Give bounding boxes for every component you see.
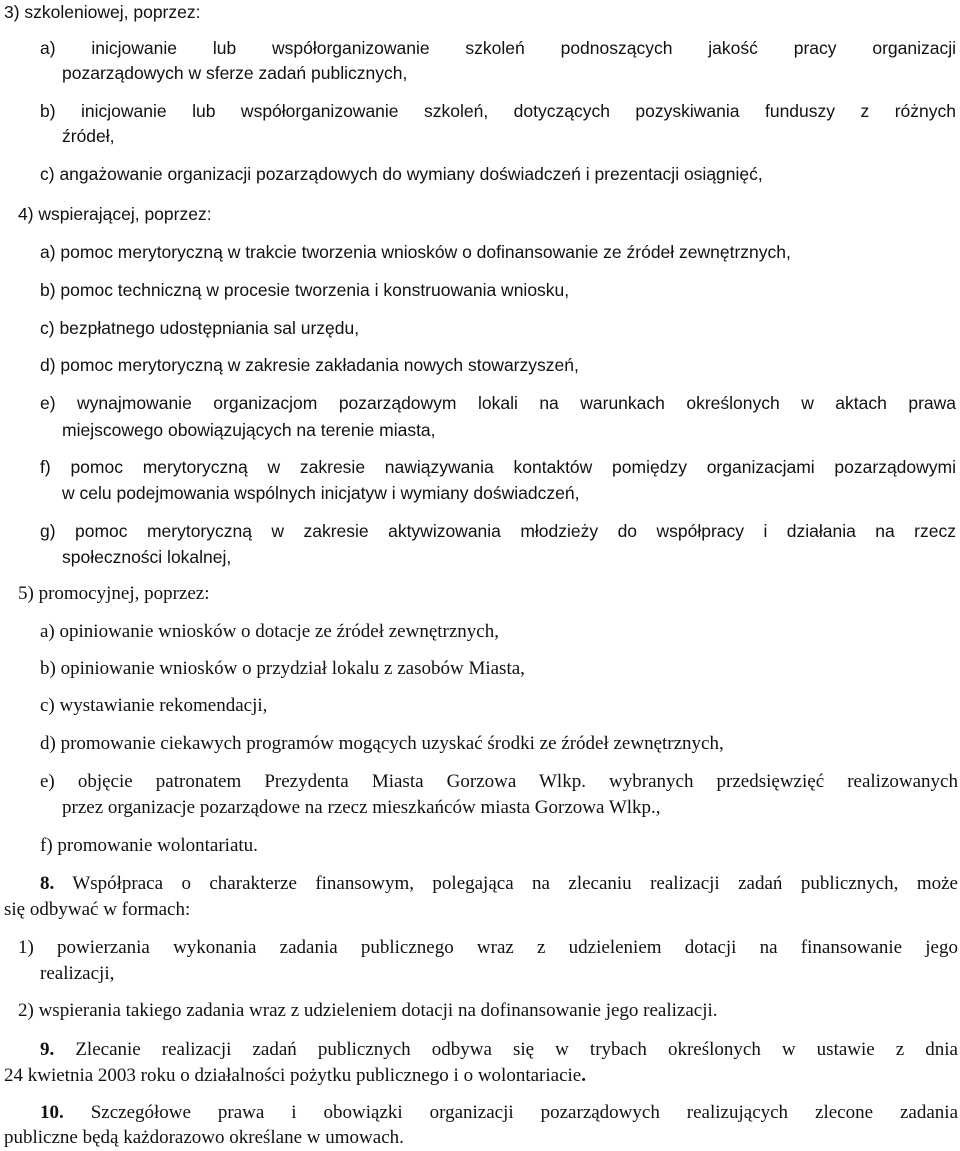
paragraph-9-number: 9. bbox=[40, 1039, 55, 1060]
paragraph-8-text: Współpraca o charakterze finansowym, polegająca na zlecaniu realizacji zadań publicznych, może bbox=[54, 873, 958, 894]
paragraph-9-final-period: . bbox=[581, 1065, 586, 1086]
paragraph-10-number: 10. bbox=[40, 1102, 64, 1123]
section-5-heading: 5) promocyjnej, poprzez: bbox=[18, 583, 210, 604]
section-3-item-b-line-2: źródeł, bbox=[62, 126, 115, 146]
section-5-item-b: b) opiniowanie wniosków o przydział lokalu z zasobów Miasta, bbox=[40, 658, 525, 679]
paragraph-10-line-1 bbox=[40, 1101, 958, 1125]
paragraph-10-text: Szczegółowe prawa i obowiązki organizacji pozarządowych realizujących zlecone zadania bbox=[63, 1102, 958, 1123]
section-4-item-e-line-1: e) wynajmowanie organizacjom pozarządowym lokali na warunkach określonych w aktach prawa bbox=[40, 393, 956, 413]
section-4-item-c: c) bezpłatnego udostępniania sal urzędu, bbox=[40, 318, 360, 338]
section-4-item-a: a) pomoc merytoryczną w trakcie tworzenia wniosków o dofinansowanie ze źródeł zewnętrznych, bbox=[40, 242, 791, 262]
section-3-item-c: c) angażowanie organizacji pozarządowych do wymiany doświadczeń i prezentacji osiągnięć, bbox=[40, 164, 763, 184]
section-5-item-c: c) wystawianie rekomendacji, bbox=[40, 695, 268, 716]
section-3-item-b-line-1: b) inicjowanie lub współorganizowanie szkoleń, dotyczących pozyskiwania funduszy z różnych bbox=[40, 101, 956, 121]
section-5-item-e-line-1: e) objęcie patronatem Prezydenta Miasta Gorzowa Wlkp. wybranych przedsięwzięć realizowanych bbox=[40, 771, 958, 792]
section-3-heading: 3) szkoleniowej, poprzez: bbox=[4, 2, 201, 22]
paragraph-9-line-1 bbox=[40, 1038, 958, 1062]
paragraph-8-item-2: 2) wspierania takiego zadania wraz z udzieleniem dotacji na dofinansowanie jego realizacji. bbox=[18, 1000, 718, 1021]
section-4-item-g-line-1: g) pomoc merytoryczną w zakresie aktywizowania młodzieży do współpracy i działania na rzecz bbox=[40, 521, 956, 541]
section-4-item-d: d) pomoc merytoryczną w zakresie zakładania nowych stowarzyszeń, bbox=[40, 355, 579, 375]
paragraph-10-line-2: publiczne będą każdorazowo określane w umowach. bbox=[4, 1127, 404, 1148]
section-4-item-b: b) pomoc techniczną w procesie tworzenia i konstruowania wniosku, bbox=[40, 280, 570, 300]
paragraph-8-item-1-line-2: realizacji, bbox=[40, 963, 115, 984]
paragraph-9-line-2 bbox=[4, 1064, 586, 1088]
paragraph-9-line-2-text: 24 kwietnia 2003 roku o działalności pożytku publicznego i o wolontariacie bbox=[4, 1065, 582, 1086]
section-4-item-f-line-2: w celu podejmowania wspólnych inicjatyw i wymiany doświadczeń, bbox=[62, 483, 580, 503]
paragraph-8-line-1 bbox=[40, 872, 958, 896]
section-5-item-d: d) promowanie ciekawych programów mogących uzyskać środki ze źródeł zewnętrznych, bbox=[40, 733, 724, 754]
section-5-item-f: f) promowanie wolontariatu. bbox=[40, 835, 258, 856]
section-4-item-f-line-1: f) pomoc merytoryczną w zakresie nawiązywania kontaktów pomiędzy organizacjami pozarządowymi bbox=[40, 457, 956, 477]
section-4-item-e-line-2: miejscowego obowiązujących na terenie miasta, bbox=[62, 420, 436, 440]
section-3-item-a-line-2: pozarządowych w sferze zadań publicznych, bbox=[62, 63, 408, 83]
section-4-heading: 4) wspierającej, poprzez: bbox=[18, 204, 212, 224]
section-3-item-a-line-1: a) inicjowanie lub współorganizowanie szkoleń podnoszących jakość pracy organizacji bbox=[40, 38, 956, 58]
section-4-item-g-line-2: społeczności lokalnej, bbox=[62, 547, 232, 567]
paragraph-9-text: Zlecanie realizacji zadań publicznych odbywa się w trybach określonych w ustawie z dnia bbox=[54, 1039, 958, 1060]
section-5-item-e-line-2: przez organizacje pozarządowe na rzecz mieszkańców miasta Gorzowa Wlkp., bbox=[62, 797, 661, 818]
paragraph-8-line-2: się odbywać w formach: bbox=[4, 899, 191, 920]
paragraph-8-item-1-line-1: 1) powierzania wykonania zadania publicznego wraz z udzieleniem dotacji na finansowanie jego bbox=[18, 937, 958, 958]
section-5-item-a: a) opiniowanie wniosków o dotacje ze źródeł zewnętrznych, bbox=[40, 621, 499, 642]
paragraph-8-number: 8. bbox=[40, 873, 55, 894]
